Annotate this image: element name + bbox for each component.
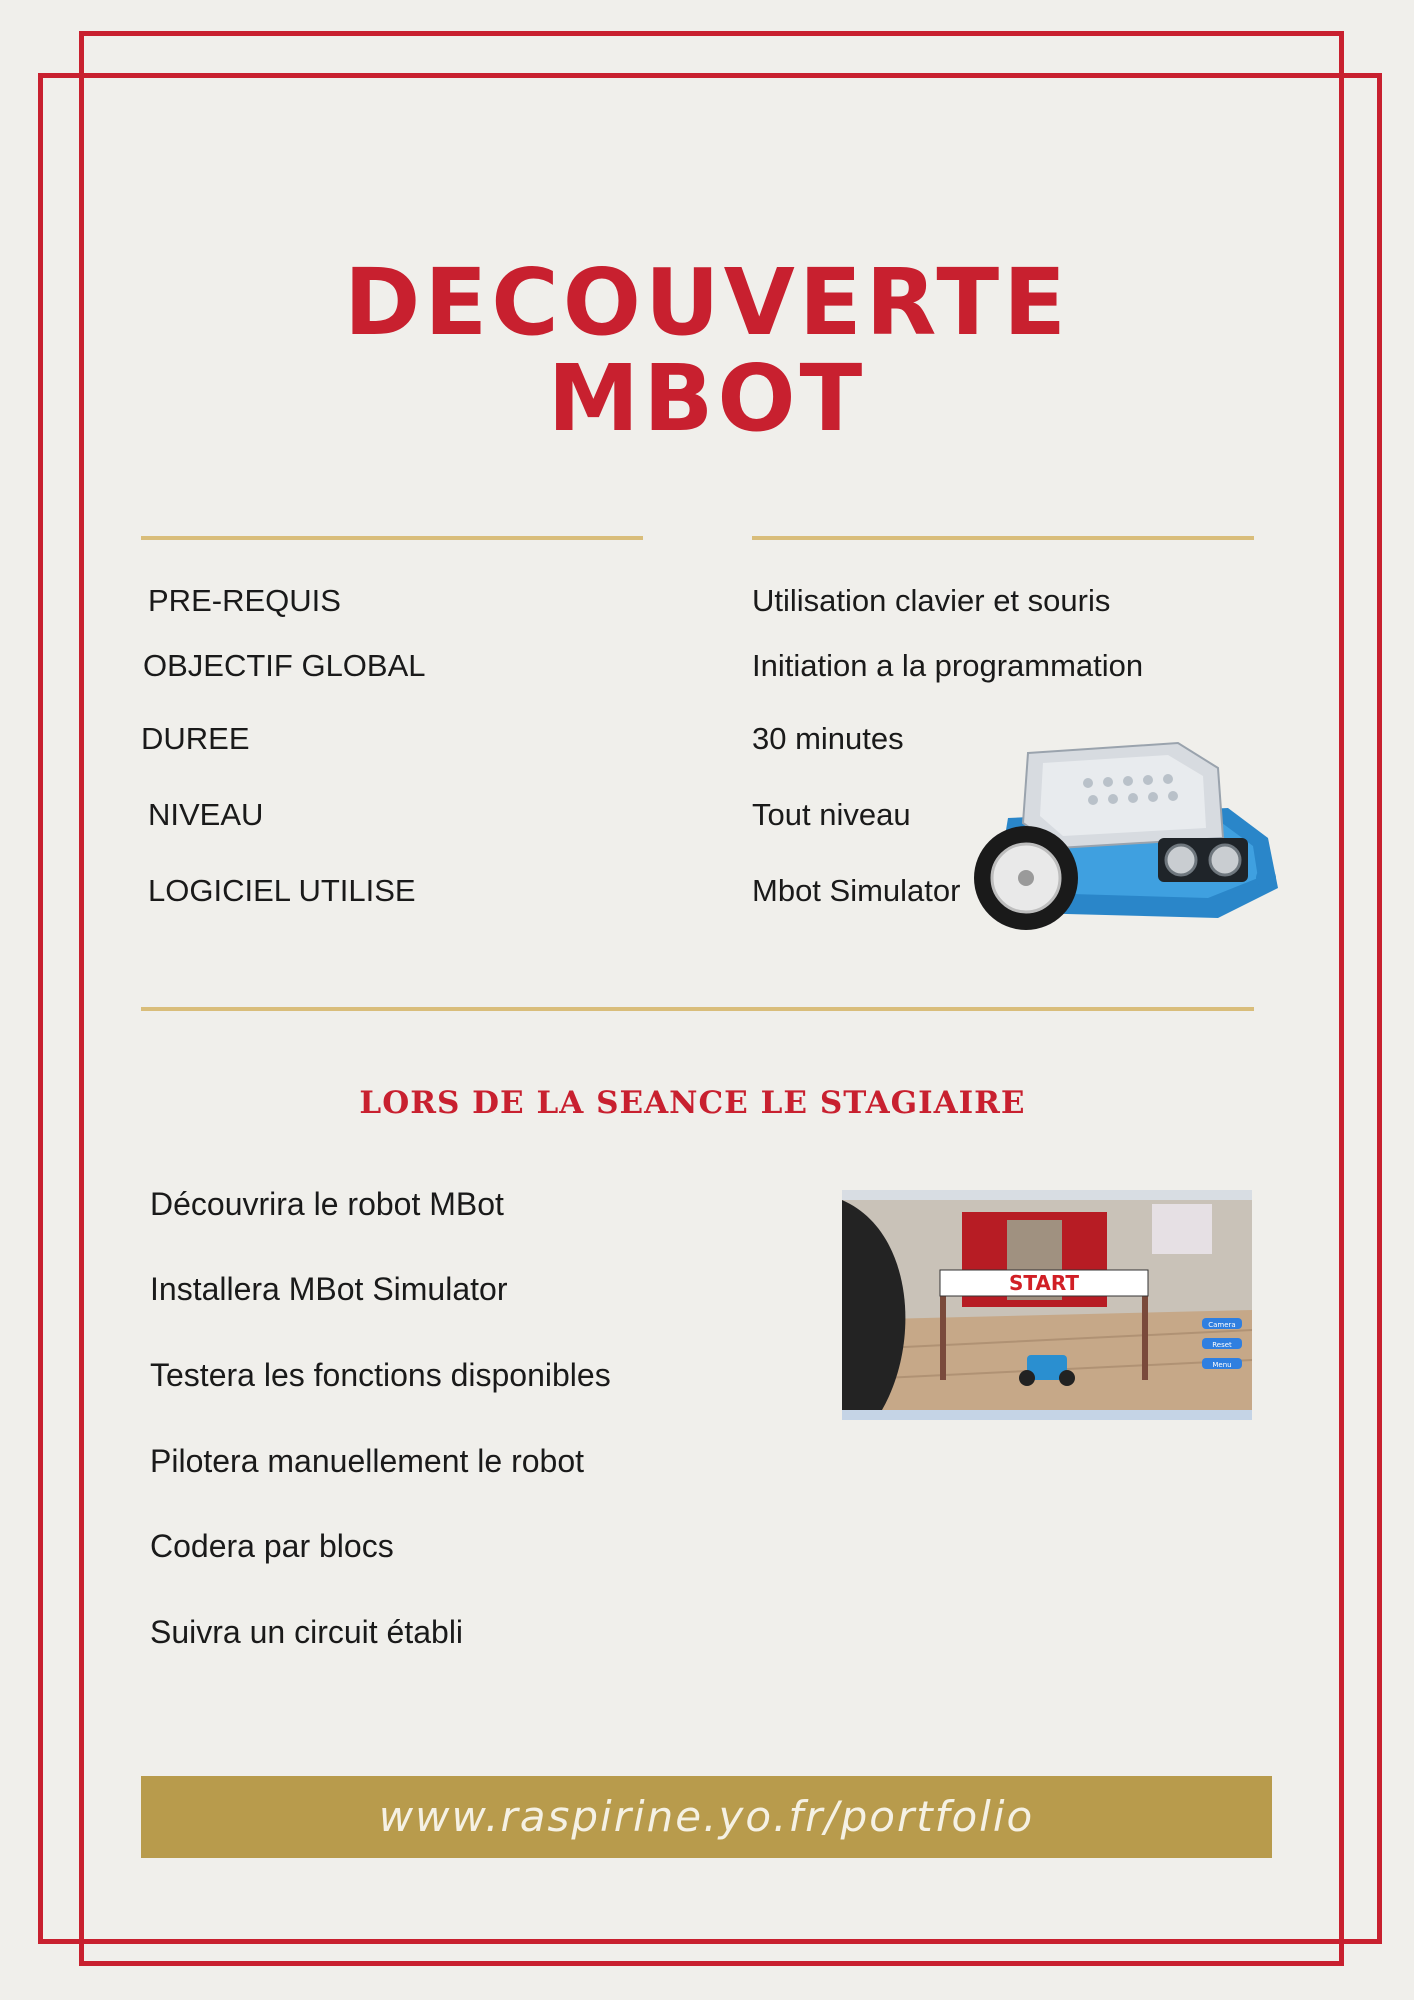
page-title	[0, 249, 1414, 452]
mbot-robot-image	[968, 728, 1290, 934]
section-heading: LORS DE LA SEANCE LE STAGIAIRE	[359, 1085, 1026, 1121]
activity-item: Pilotera manuellement le robot	[150, 1443, 585, 1479]
rule-right	[752, 536, 1254, 540]
activity-item: Codera par blocs	[150, 1528, 394, 1564]
footer-url: www.raspirine.yo.fr/portfolio	[141, 1776, 1272, 1858]
rule-divider	[141, 1007, 1254, 1011]
info-label-duree: DUREE	[141, 721, 250, 756]
info-label-objectif: OBJECTIF GLOBAL	[143, 648, 426, 683]
activity-item: Découvrira le robot MBot	[150, 1186, 504, 1222]
info-label-prerequis: PRE-REQUIS	[148, 583, 341, 618]
info-value-duree: 30 minutes	[752, 721, 904, 756]
activity-item: Testera les fonctions disponibles	[150, 1357, 611, 1393]
activity-item: Installera MBot Simulator	[150, 1271, 508, 1307]
info-value-objectif: Initiation a la programmation	[752, 648, 1144, 683]
activity-item: Suivra un circuit établi	[150, 1614, 464, 1650]
title-line-1: DECOUVERTE	[343, 249, 1070, 356]
sim-reset-button: Reset	[1212, 1341, 1232, 1349]
info-value-niveau: Tout niveau	[752, 797, 911, 832]
info-value-prerequis: Utilisation clavier et souris	[752, 583, 1111, 618]
rule-left	[141, 536, 643, 540]
simulator-screenshot	[842, 1190, 1252, 1420]
sim-camera-button: Camera	[1208, 1321, 1236, 1329]
info-label-logiciel: LOGICIEL UTILISE	[148, 873, 416, 908]
sim-menu-button: Menu	[1212, 1361, 1232, 1369]
title-line-2: MBOT	[547, 345, 867, 452]
start-banner-text: START	[1008, 1271, 1080, 1295]
info-value-logiciel: Mbot Simulator	[752, 873, 961, 908]
info-label-niveau: NIVEAU	[148, 797, 264, 832]
